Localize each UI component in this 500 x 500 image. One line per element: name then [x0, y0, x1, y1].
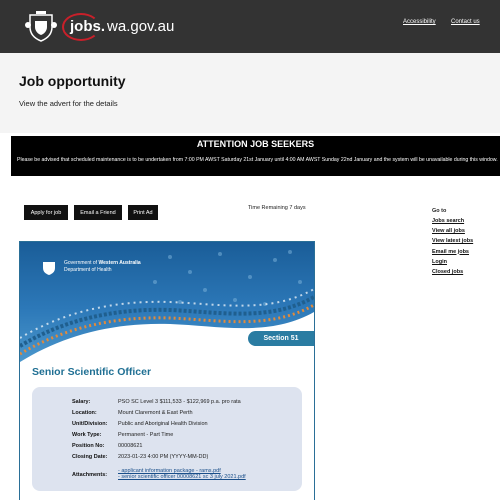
jobs-wa-logo[interactable] — [66, 12, 174, 40]
print-ad-button[interactable]: Print Ad — [128, 205, 158, 220]
sidebar-link-closed-jobs[interactable]: Closed jobs — [432, 268, 464, 275]
attachment-link-job-description[interactable]: - senior scientific officer 00008621 sc 3 july 2021.pdf — [118, 474, 246, 480]
attachment-link-information-package[interactable]: - applicant information package - rams.pdf — [118, 468, 221, 474]
gov-crest-icon — [40, 259, 58, 277]
goto-title: Go to — [432, 208, 447, 214]
apply-for-job-button[interactable]: Apply for job — [24, 205, 68, 220]
maintenance-alert — [11, 136, 500, 176]
page-hero — [0, 53, 500, 133]
page-title: Job opportunity — [19, 73, 126, 89]
site-header — [0, 0, 500, 53]
sidebar-link-email-me-jobs[interactable]: Email me jobs — [432, 248, 469, 255]
sidebar-link-view-all-jobs[interactable]: View all jobs — [432, 228, 465, 235]
gov-logo-text: Government of Western Australia Department of Health — [64, 260, 141, 273]
brand-domain: wa.gov.au — [107, 17, 175, 35]
page-subtitle: View the advert for the details — [19, 99, 118, 108]
sidebar-link-login[interactable]: Login — [432, 258, 447, 265]
email-a-friend-button[interactable]: Email a Friend — [74, 205, 122, 220]
job-details-panel: Salary: PSO SC Level 3 $111,533 - $122,969 p.a. pro rata Location: Mount Claremont & East Perth Unit/Division: Public and Aboriginal Health Division Work Type: Permanent - Part Time Position No: 00008621 Closing Date: 2023-01-23 4:00 PM (YYYY-MM-DD) Attachments: - applicant information package - rams.pdf - senior scientific officer 00008621 sc 3 july 2021.pdf — [32, 387, 302, 491]
section-badge: Section 51 — [248, 331, 314, 346]
alert-title: ATTENTION JOB SEEKERS — [196, 139, 315, 149]
alert-message: Please be advised that scheduled maintenance is to be undertaken from 7:00 PM AWST Saturday 21st January until 4:00 AM AWST Sunday 22nd January and the system will be unavailable during this window. — [17, 157, 498, 163]
time-remaining: Time Remaining 7 days — [248, 205, 306, 211]
job-advert — [19, 241, 315, 500]
brand-jobs: jobs. — [66, 18, 107, 35]
sidebar-link-jobs-search[interactable]: Jobs search — [432, 218, 465, 224]
goto-sidebar — [432, 208, 473, 279]
sidebar-link-view-latest-jobs[interactable]: View latest jobs — [432, 238, 474, 245]
job-title: Senior Scientific Officer — [32, 366, 152, 378]
accessibility-link[interactable]: Accessibility — [403, 19, 436, 25]
contact-us-link[interactable]: Contact us — [451, 19, 480, 25]
wa-crest-logo[interactable] — [24, 9, 58, 43]
